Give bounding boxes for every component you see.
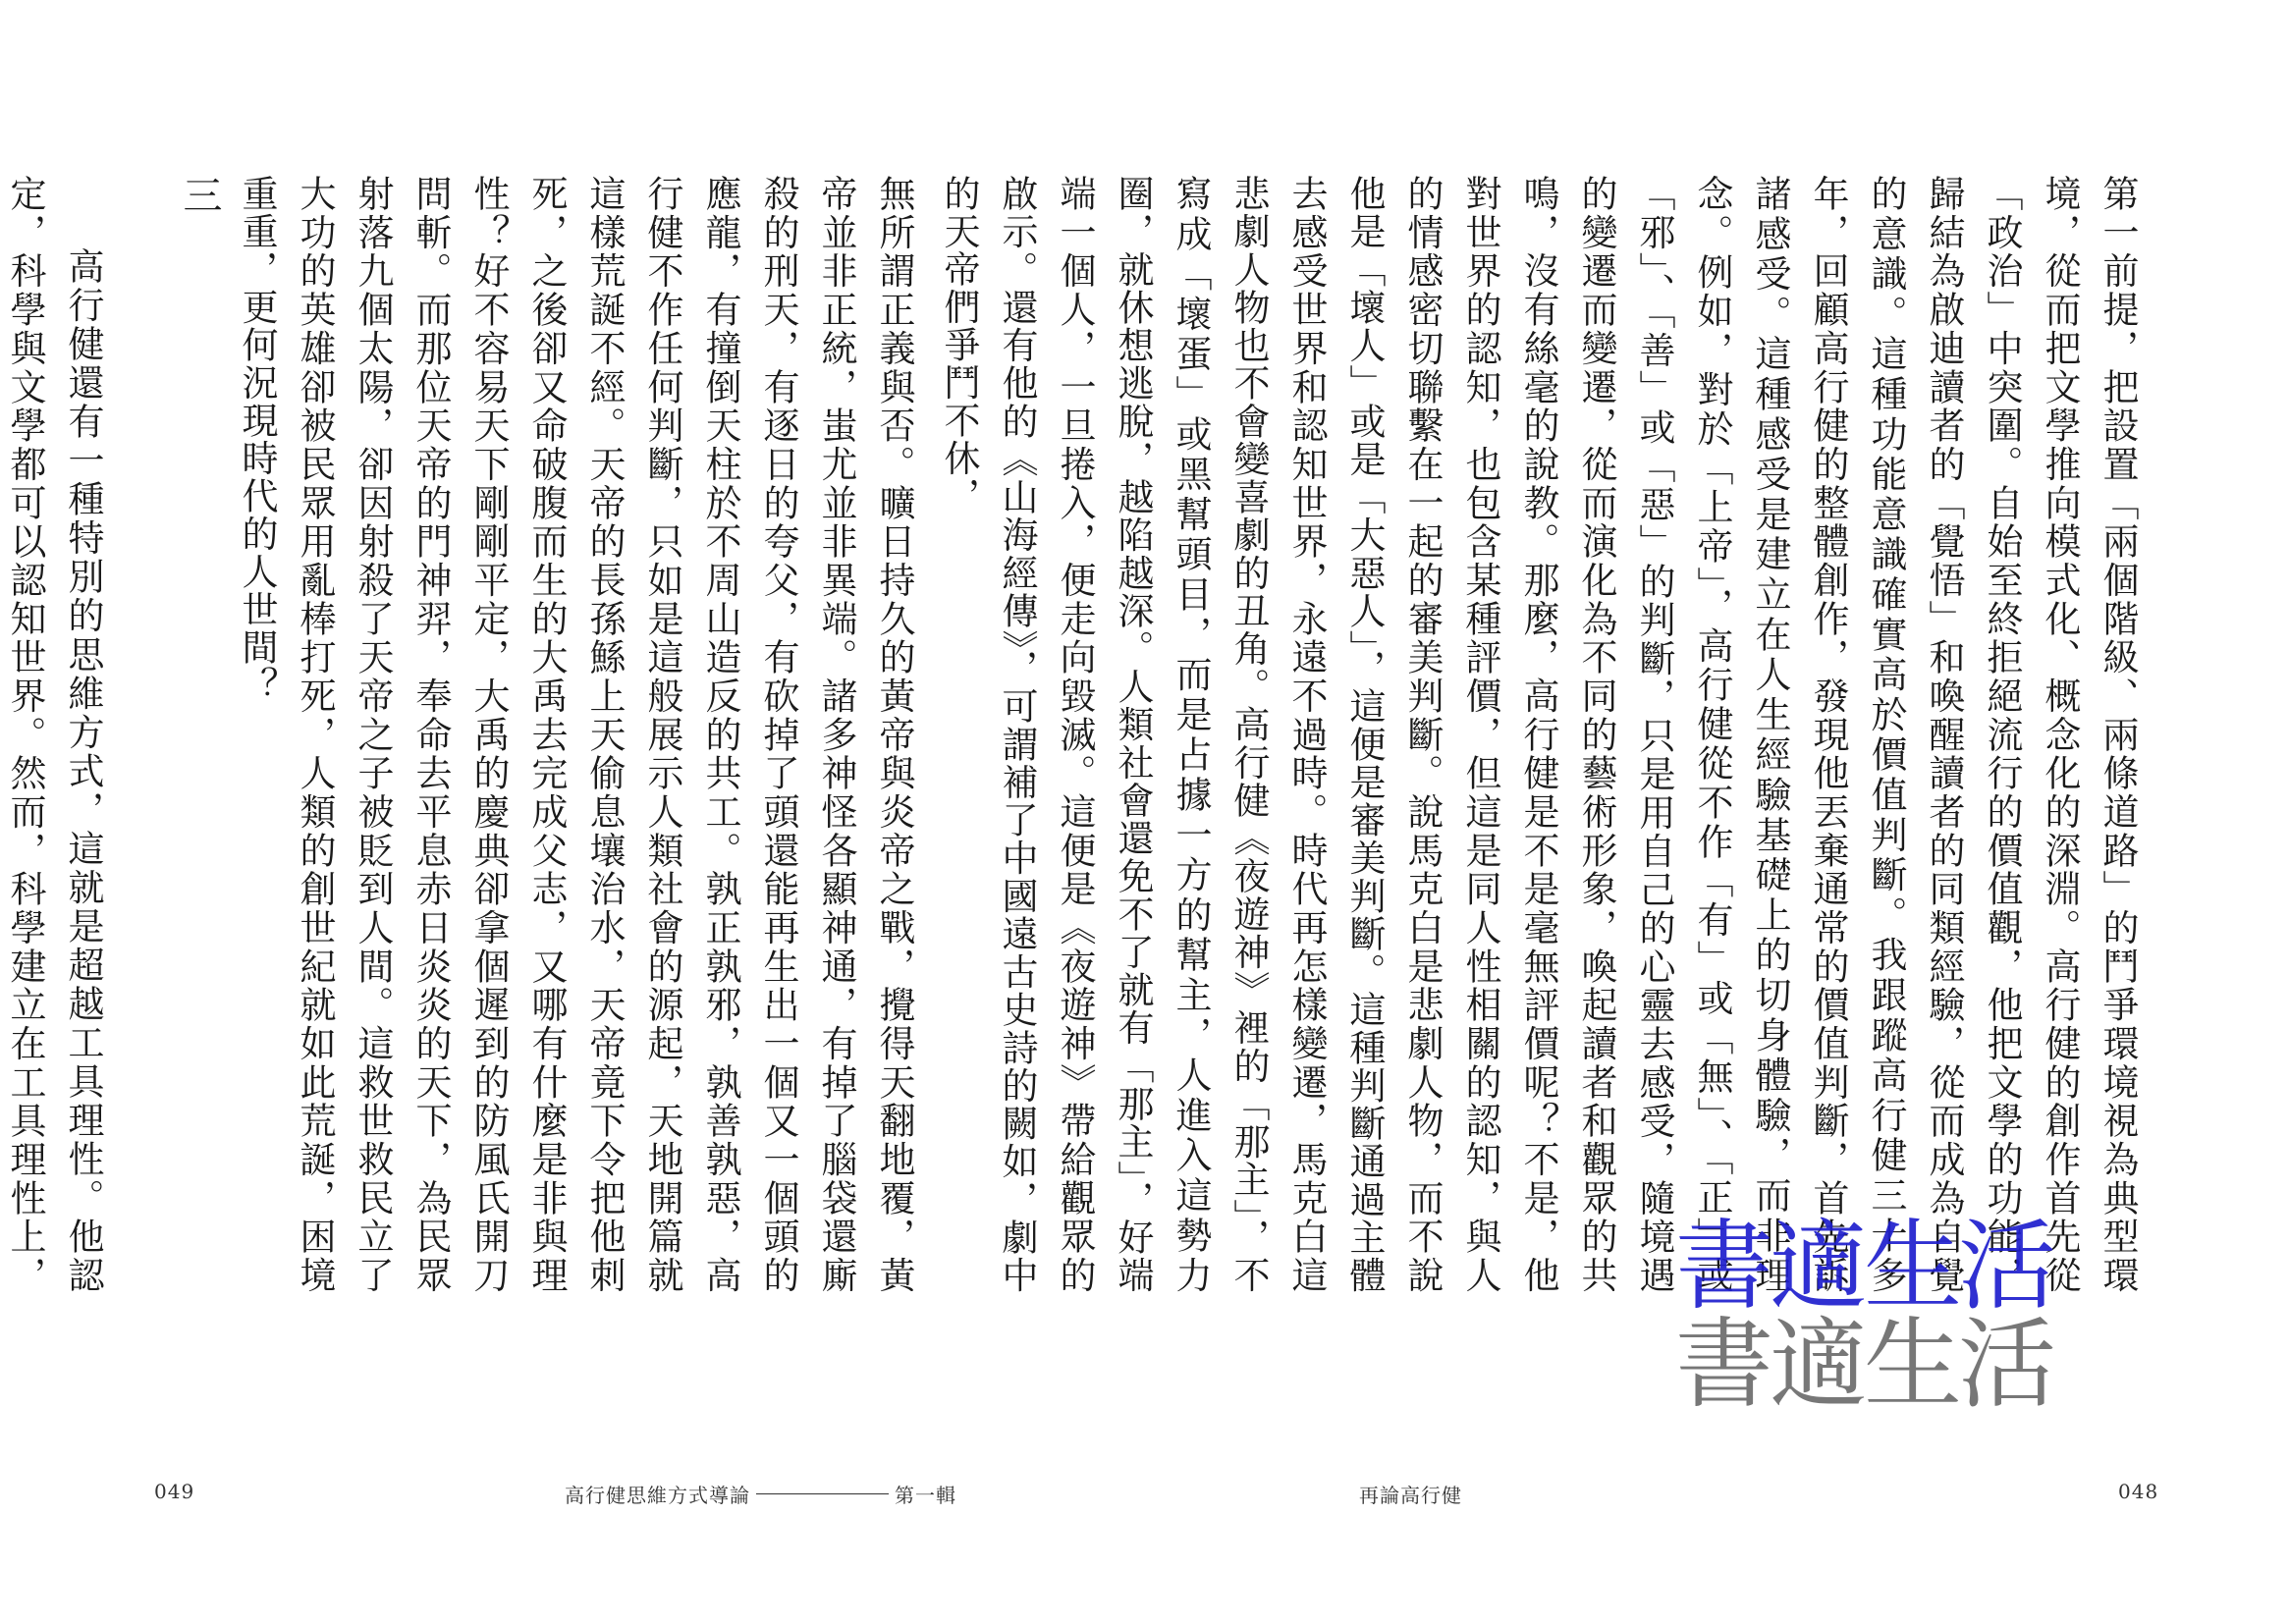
running-header-left xyxy=(565,1480,956,1508)
page-number-left: 049 xyxy=(154,1480,195,1503)
section-heading: 三 xyxy=(177,175,222,214)
running-title-left: 高行健思維方式導論 xyxy=(565,1484,750,1507)
left-page-text xyxy=(4,175,923,1294)
left-paragraph-1: 無所謂正義與否。曠日持久的黃帝與炎帝之戰，攪得天翻地覆，黃帝並非正統，蚩尤並非異端。諸多神怪各顯神通，有掉了腦袋還廝殺的刑天，有逐日的夸父，有砍掉了頭還能再生出一個又一個頭的應龍，有撞倒天柱於不周山造反的共工。孰正孰邪，孰善孰惡，高行健不作任何判斷，只如是這般展示人類社會的源起，天地開篇就這樣荒誕不經。天帝的長孫鯀上天偷息壤治水，天帝竟下令把他刺死，之後卻又命破腹而生的大禹去完成父志，又哪有什麼是非與理性？好不容易天下剛剛平定，大禹的慶典卻拿個遲到的防風氏開刀問斬。而那位天帝的門神羿，奉命去平息赤日炎炎的天下，為民眾射落九個太陽，卻因射殺了天帝之子被貶到人間。這救世救民立了大功的英雄卻被民眾用亂棒打死，人類的創世紀就如此荒誕，困境重重，更何況現時代的人世間？ xyxy=(236,175,915,1294)
watermark-blue: 書適生活 xyxy=(1675,1209,2052,1324)
page-number-right: 048 xyxy=(2118,1480,2159,1503)
right-page-text xyxy=(938,175,2147,1294)
right-page xyxy=(938,0,2289,1624)
right-paragraph-1: 第一前提，把設置「兩個階級、兩條道路」的鬥爭環境視為典型環境，從而把文學推向模式化、概念化的深淵。高行健的創作首先從「政治」中突圍。自始至終拒絕流行的價值觀，他把文學的功能，歸結為啟迪讀者的「覺悟」和喚醒讀者的同類經驗，從而成為自覺的意識。這種功能意識確實高於價值判斷。我跟蹤高行健三十多年，回顧高行健的整體創作，發現他丟棄通常的價值判斷，首先訴諸感受。這種感受是建立在人生經驗基礎上的切身體驗，而非理念。例如，對於「上帝」，高行健從不作「有」或「無」、「正」或「邪」、「善」或「惡」的判斷，只是用自己的心靈去感受，隨境遇的變遷而變遷，從而演化為不同的藝術形象，喚起讀者和觀眾的共鳴，沒有絲毫的說教。那麼，高行健是不是毫無評價呢？不是，他對世界的認知，也包含某種評價，但這是同人性相關的認知，與人的情感密切聯繫在一起的審美判斷。說馬克白是悲劇人物，而不說他是「壞人」或是「大惡人」，這便是審美判斷。這種判斷通過主體去感受世界和認知世界，永遠不過時。時代再怎樣變遷，馬克白這悲劇人物也不會變喜劇的丑角。高行健《夜遊神》裡的「那主」，不寫成「壞蛋」或黑幫頭目，而是占據一方的幫主，人進入這勢力圈，就休想逃脫，越陷越深。人類社會還免不了就有「那主」，好端端一個人，一旦捲入，便走向毀滅。這便是《夜遊神》帶給觀眾的啟示。還有他的《山海經傳》，可謂補了中國遠古史詩的闕如，劇中的天帝們爭鬥不休， xyxy=(938,175,2139,1294)
left-section-paragraph-1: 高行健還有一種特別的思維方式，這就是超越工具理性。他認定，科學與文學都可以認知世界。然而，科學建立在工具理性上， xyxy=(4,175,104,1294)
running-title-rule xyxy=(756,1493,889,1494)
running-title-right: 再論高行健 xyxy=(1359,1484,1462,1507)
watermark-gray: 書適生活 xyxy=(1675,1307,2052,1422)
part-label: 第一輯 xyxy=(895,1484,956,1507)
